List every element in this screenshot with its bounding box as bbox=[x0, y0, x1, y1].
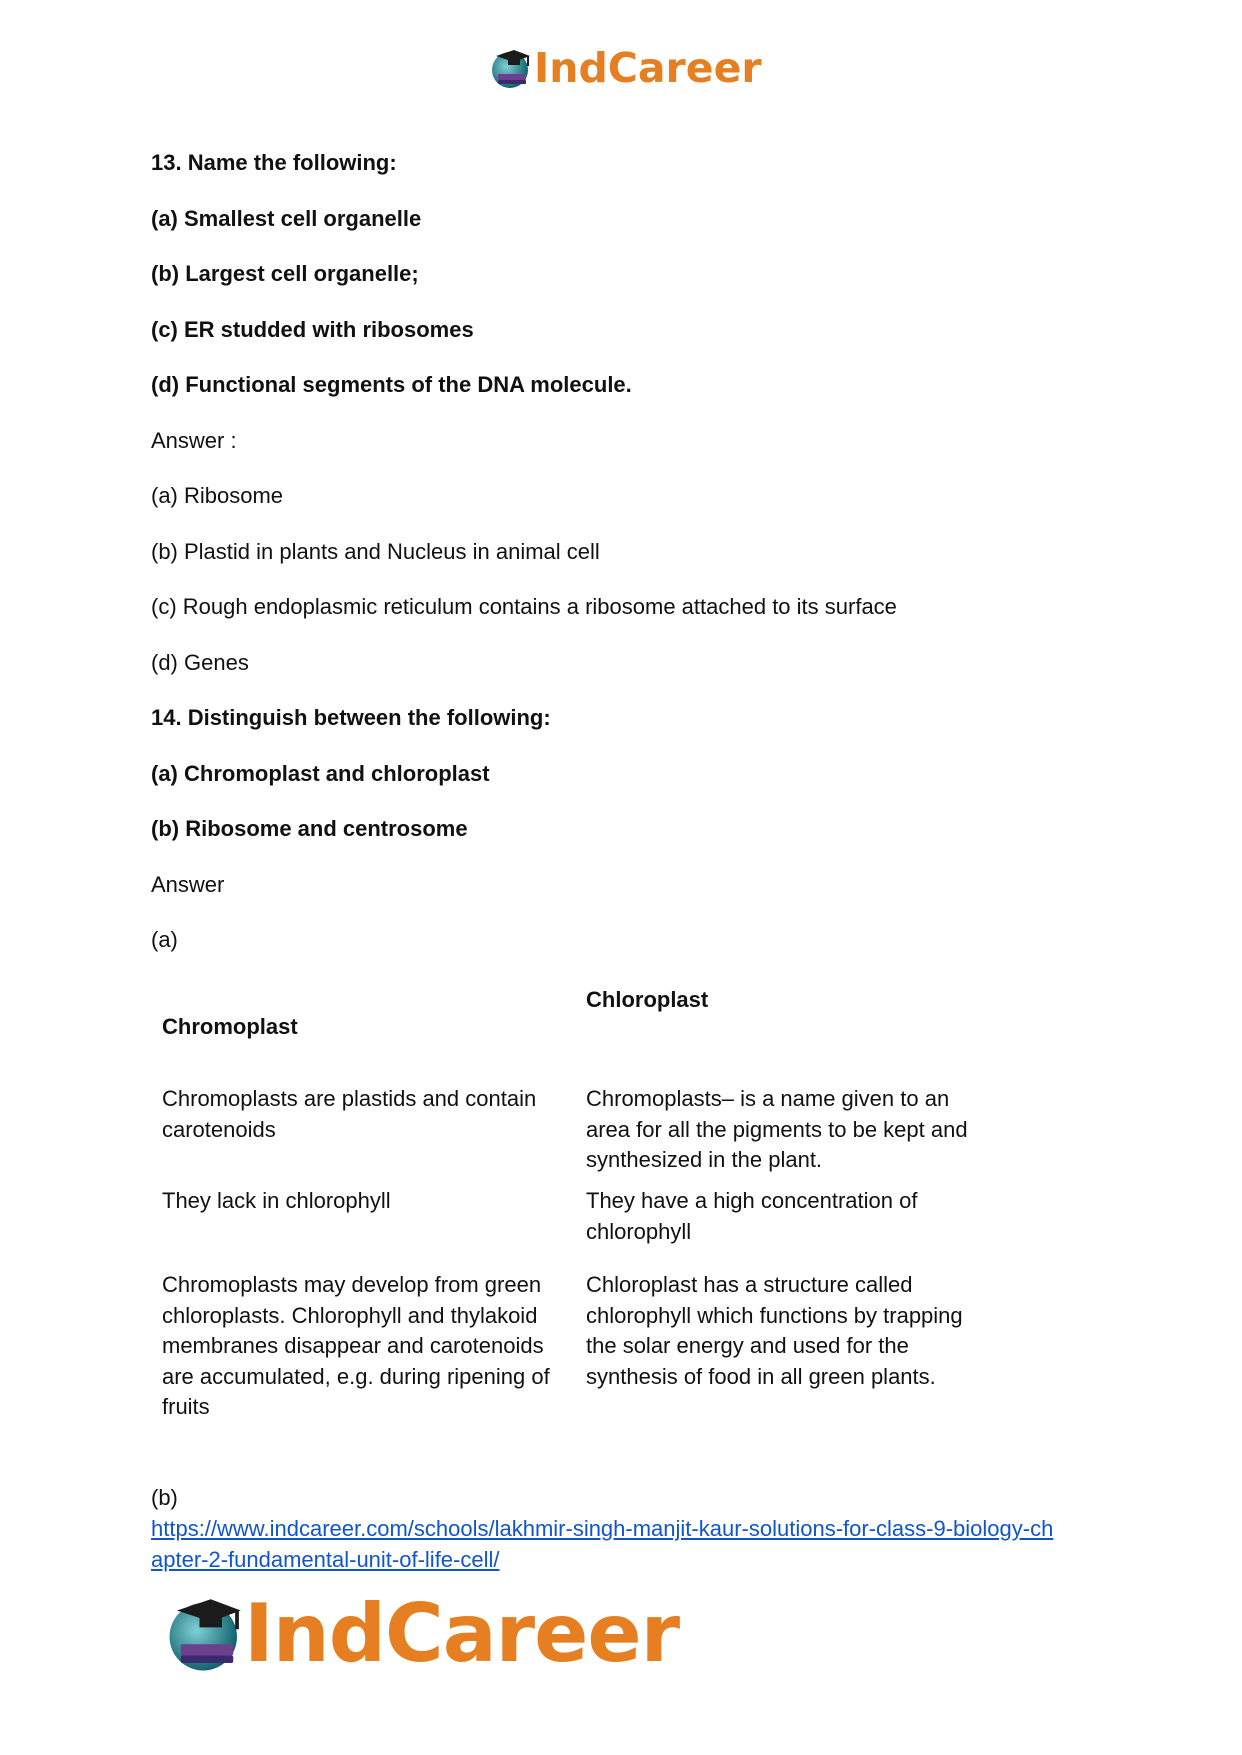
table-cell: They lack in chlorophyll bbox=[162, 1188, 391, 1213]
table-cell: They have a high concentration of chlorophyll bbox=[586, 1188, 918, 1244]
question-13-d: (d) Functional segments of the DNA molecule. bbox=[151, 372, 632, 397]
source-link[interactable] bbox=[151, 1516, 1053, 1572]
logo-globe-icon bbox=[162, 1588, 252, 1678]
source-link-line-1: https://www.indcareer.com/schools/lakhmir-singh-manjit-kaur-solutions-for-class-9-biology-ch bbox=[151, 1516, 1054, 1541]
logo-globe-icon bbox=[488, 44, 536, 92]
table-cell: Chromoplasts are plastids and contain carotenoids bbox=[162, 1086, 537, 1142]
question-14-a: (a) Chromoplast and chloroplast bbox=[151, 760, 490, 786]
question-14-title: 14. Distinguish between the following: bbox=[151, 705, 551, 730]
table-cell: Chromoplasts may develop from green chloroplasts. Chlorophyll and thylakoid membranes disappear and carotenoids are accumulated, e.g. during ripening of fruits bbox=[162, 1272, 550, 1419]
table-row bbox=[151, 1084, 1001, 1186]
question-13-c: (c) ER studded with ribosomes bbox=[151, 316, 474, 342]
table-header-chromoplast: Chromoplast bbox=[162, 1014, 298, 1039]
logo-text: IndCareer bbox=[534, 44, 762, 92]
answer-13-d: (d) Genes bbox=[151, 649, 249, 675]
table-header-chloroplast: Chloroplast bbox=[586, 987, 709, 1012]
question-13-title: 13. Name the following: bbox=[151, 150, 397, 175]
question-14-b: (b) Ribosome and centrosome bbox=[151, 816, 468, 841]
question-13-a: (a) Smallest cell organelle bbox=[151, 205, 422, 231]
source-link-line-2: apter-2-fundamental-unit-of-life-cell/ bbox=[151, 1547, 500, 1572]
answer-14-b-section bbox=[151, 1482, 1111, 1575]
answer-13-c: (c) Rough endoplasmic reticulum contains a ribosome attached to its surface bbox=[151, 594, 897, 619]
answer-13-a: (a) Ribosome bbox=[151, 483, 284, 508]
answer-14-label: Answer bbox=[151, 871, 225, 897]
table-cell: Chromoplasts– is a name given to an area for all the pigments to be kept and synthesized in the plant. bbox=[586, 1086, 968, 1172]
answer-13-label: Answer : bbox=[151, 427, 237, 453]
question-13-b: (b) Largest cell organelle; bbox=[151, 261, 419, 286]
table-row bbox=[151, 1270, 1001, 1423]
footer-logo bbox=[162, 1585, 679, 1681]
logo-text: IndCareer bbox=[244, 1586, 680, 1680]
table-row bbox=[151, 1186, 1001, 1270]
answer-13-b: (b) Plastid in plants and Nucleus in animal cell bbox=[151, 538, 600, 564]
document-body bbox=[151, 147, 1101, 980]
header-logo bbox=[488, 40, 762, 96]
answer-14-b-label: (b) bbox=[151, 1485, 178, 1510]
comparison-table bbox=[151, 985, 1001, 1423]
table-header-row bbox=[151, 985, 1001, 1067]
table-cell: Chloroplast has a structure called chlorophyll which functions by trapping the solar energy and used for the synthesis of food in all green plants. bbox=[586, 1272, 963, 1389]
answer-14-a-label: (a) bbox=[151, 927, 178, 952]
